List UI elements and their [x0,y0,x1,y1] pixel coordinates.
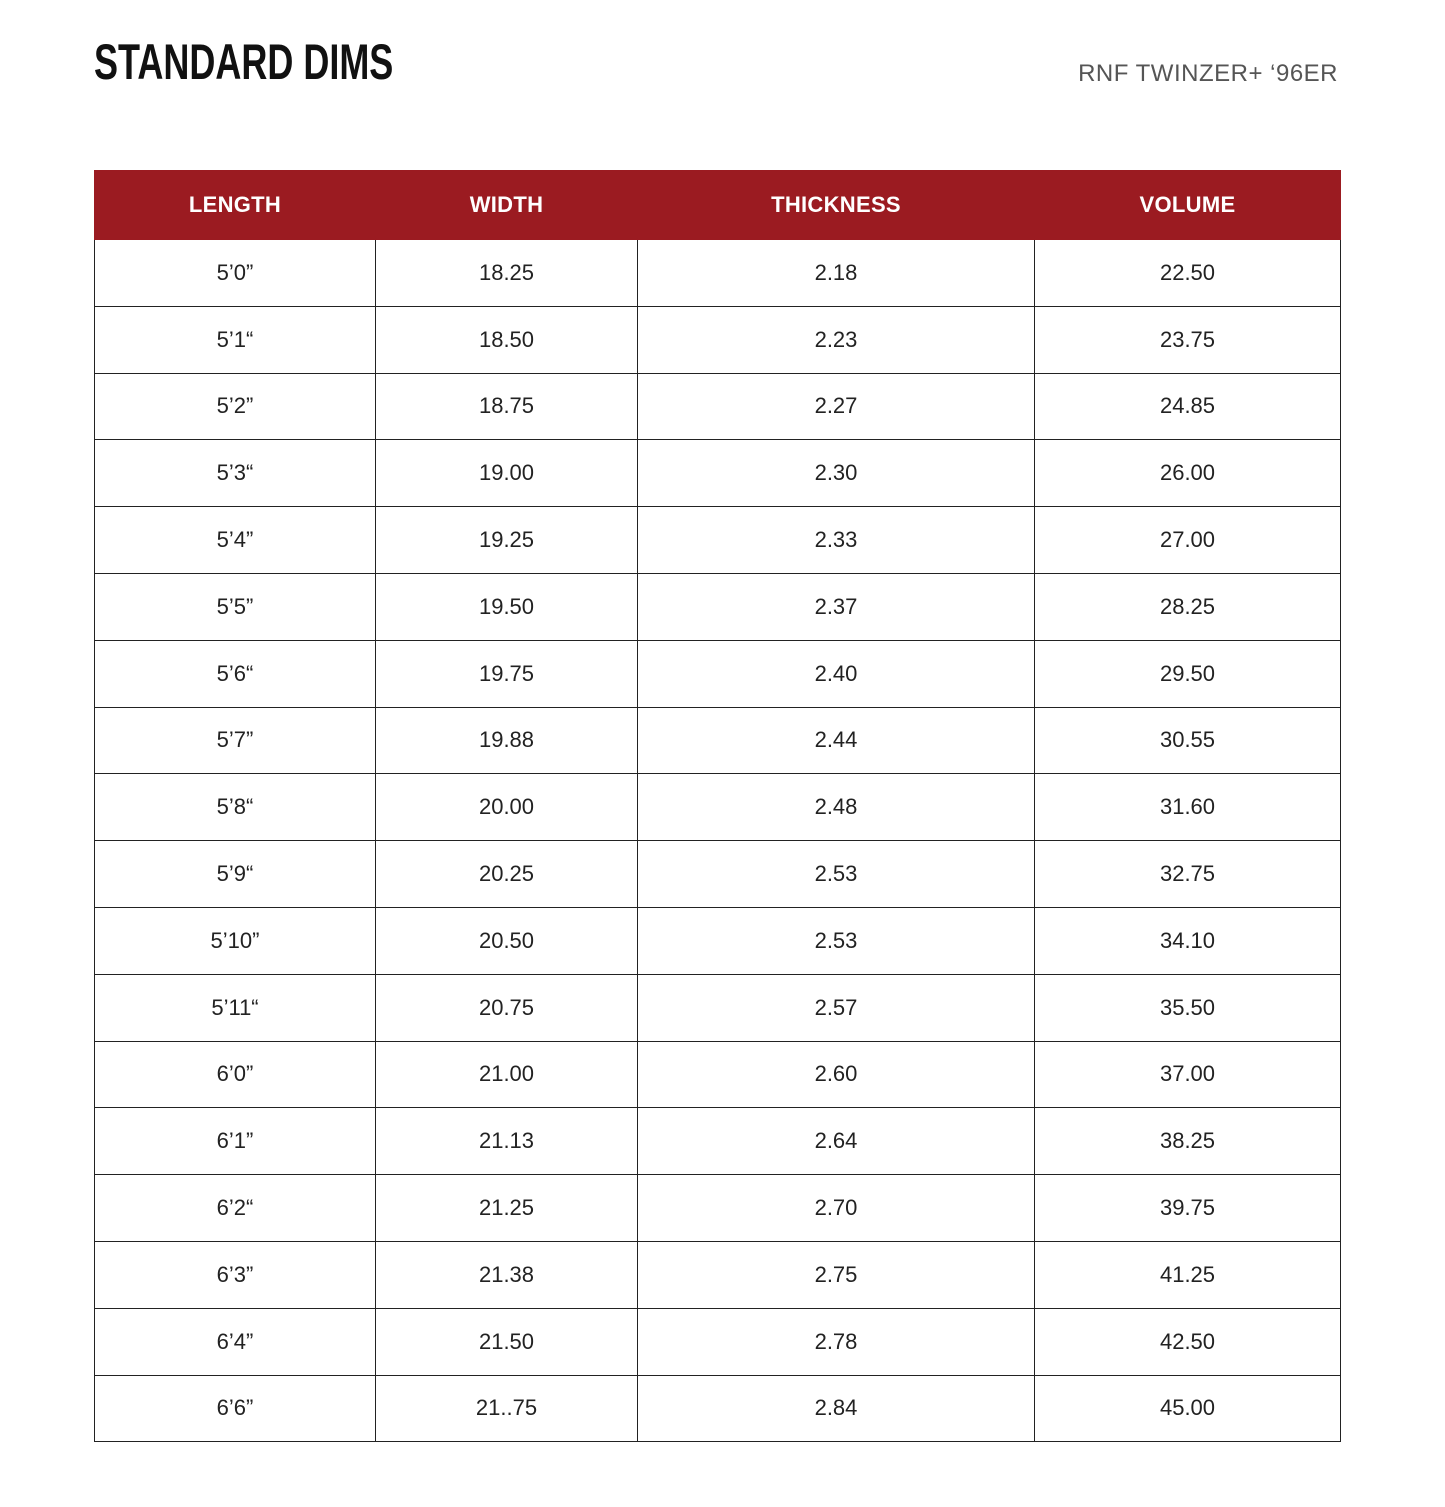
width-cell: 21.25 [376,1175,638,1242]
length-cell: 5’3“ [95,440,376,507]
thickness-cell: 2.18 [638,240,1035,307]
length-cell: 5’4” [95,507,376,574]
column-header-volume: VOLUME [1035,171,1341,240]
width-cell: 19.25 [376,507,638,574]
width-cell: 18.25 [376,240,638,307]
thickness-cell: 2.40 [638,640,1035,707]
thickness-cell: 2.30 [638,440,1035,507]
volume-cell: 24.85 [1035,373,1341,440]
table-row [95,240,1341,307]
length-cell: 5’7” [95,707,376,774]
thickness-cell: 2.23 [638,306,1035,373]
thickness-cell: 2.84 [638,1375,1035,1442]
table-row [95,1375,1341,1442]
thickness-cell: 2.53 [638,841,1035,908]
table-row [95,1108,1341,1175]
table-row [95,573,1341,640]
length-cell: 6’1” [95,1108,376,1175]
volume-cell: 30.55 [1035,707,1341,774]
volume-cell: 27.00 [1035,507,1341,574]
width-cell: 20.50 [376,907,638,974]
volume-cell: 39.75 [1035,1175,1341,1242]
length-cell: 6’4” [95,1308,376,1375]
length-cell: 6’2“ [95,1175,376,1242]
volume-cell: 28.25 [1035,573,1341,640]
length-cell: 5’2” [95,373,376,440]
width-cell: 18.75 [376,373,638,440]
thickness-cell: 2.75 [638,1241,1035,1308]
dims-table [94,170,1341,1442]
volume-cell: 41.25 [1035,1241,1341,1308]
length-cell: 5’9“ [95,841,376,908]
thickness-cell: 2.53 [638,907,1035,974]
volume-cell: 22.50 [1035,240,1341,307]
table-row [95,373,1341,440]
volume-cell: 26.00 [1035,440,1341,507]
width-cell: 20.25 [376,841,638,908]
length-cell: 5’0” [95,240,376,307]
thickness-cell: 2.48 [638,774,1035,841]
table-row [95,640,1341,707]
length-cell: 5’1“ [95,306,376,373]
thickness-cell: 2.78 [638,1308,1035,1375]
width-cell: 19.75 [376,640,638,707]
length-cell: 5’5” [95,573,376,640]
table-row [95,974,1341,1041]
table-row [95,841,1341,908]
table-header-row [95,171,1341,240]
thickness-cell: 2.70 [638,1175,1035,1242]
width-cell: 18.50 [376,306,638,373]
column-header-width: WIDTH [376,171,638,240]
table-row [95,507,1341,574]
column-header-length: LENGTH [95,171,376,240]
table-row [95,1308,1341,1375]
width-cell: 21.13 [376,1108,638,1175]
thickness-cell: 2.44 [638,707,1035,774]
thickness-cell: 2.27 [638,373,1035,440]
thickness-cell: 2.64 [638,1108,1035,1175]
width-cell: 19.88 [376,707,638,774]
table-row [95,1241,1341,1308]
length-cell: 5’10” [95,907,376,974]
volume-cell: 23.75 [1035,306,1341,373]
volume-cell: 29.50 [1035,640,1341,707]
thickness-cell: 2.60 [638,1041,1035,1108]
width-cell: 20.00 [376,774,638,841]
volume-cell: 45.00 [1035,1375,1341,1442]
page-title: STANDARD DIMS [94,34,394,90]
width-cell: 21.50 [376,1308,638,1375]
width-cell: 21..75 [376,1375,638,1442]
volume-cell: 38.25 [1035,1108,1341,1175]
length-cell: 6’3” [95,1241,376,1308]
length-cell: 6’6” [95,1375,376,1442]
table-row [95,707,1341,774]
length-cell: 5’11“ [95,974,376,1041]
volume-cell: 32.75 [1035,841,1341,908]
width-cell: 21.00 [376,1041,638,1108]
thickness-cell: 2.37 [638,573,1035,640]
volume-cell: 31.60 [1035,774,1341,841]
length-cell: 5’8“ [95,774,376,841]
length-cell: 5’6“ [95,640,376,707]
table-row [95,306,1341,373]
thickness-cell: 2.57 [638,974,1035,1041]
table-row [95,1041,1341,1108]
width-cell: 21.38 [376,1241,638,1308]
width-cell: 19.50 [376,573,638,640]
column-header-thickness: THICKNESS [638,171,1035,240]
product-name: RNF TWINZER+ ‘96ER [1078,60,1338,87]
table-body [95,240,1341,1442]
table-row [95,440,1341,507]
volume-cell: 37.00 [1035,1041,1341,1108]
table-row [95,1175,1341,1242]
length-cell: 6’0” [95,1041,376,1108]
thickness-cell: 2.33 [638,507,1035,574]
volume-cell: 35.50 [1035,974,1341,1041]
volume-cell: 34.10 [1035,907,1341,974]
width-cell: 19.00 [376,440,638,507]
width-cell: 20.75 [376,974,638,1041]
table-row [95,907,1341,974]
table-row [95,774,1341,841]
volume-cell: 42.50 [1035,1308,1341,1375]
